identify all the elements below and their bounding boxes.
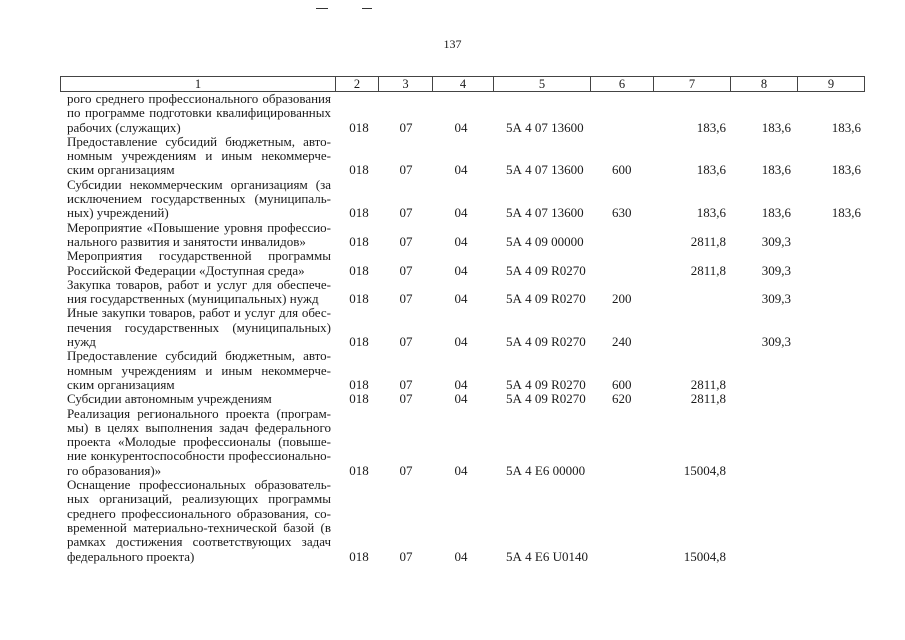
cell-col-7: 183,6: [696, 119, 726, 135]
cell-col-2: 018: [349, 462, 369, 478]
cell-col-7: 183,6: [696, 205, 726, 221]
description-line: ных организаций, реализующих программы: [67, 491, 331, 507]
table-row: [0, 249, 905, 278]
description-line: Предоставление субсидий бюджетным, авто-: [67, 133, 331, 149]
cell-col-6: 200: [612, 291, 632, 307]
cell-col-7: 183,6: [696, 162, 726, 178]
row-description: [67, 407, 331, 478]
cell-col-9: 183,6: [831, 162, 861, 178]
table-row: [0, 306, 905, 349]
cell-col-8: 183,6: [761, 205, 791, 221]
cell-col-8: 309,3: [761, 291, 791, 307]
row-description: [67, 249, 331, 278]
cell-col-3: 07: [399, 262, 413, 278]
table-row: [0, 407, 905, 478]
table-row: [0, 478, 905, 564]
cell-col-4: 04: [454, 233, 468, 249]
cell-col-6: 600: [612, 162, 632, 178]
cell-col-2: 018: [349, 205, 369, 221]
cell-col-2: 018: [349, 233, 369, 249]
row-description: [67, 306, 331, 349]
cell-col-8: 309,3: [761, 262, 791, 278]
description-line: номным учреждениям и иным некоммерче-: [67, 362, 331, 378]
cell-col-5: 5А 4 09 R0270: [506, 262, 586, 278]
row-description: [67, 349, 331, 392]
cell-col-9: 183,6: [831, 205, 861, 221]
cell-col-7: 15004,8: [683, 548, 726, 564]
cell-col-5: 5А 4 07 13600: [506, 162, 584, 178]
description-line: Иные закупки товаров, работ и услуг для обес-: [67, 305, 331, 321]
cell-col-2: 018: [349, 291, 369, 307]
description-line: рамках достижения соответствующих задач: [67, 534, 331, 550]
cell-col-8: 183,6: [761, 162, 791, 178]
description-line: номным учреждениям и иным некоммерче-: [67, 148, 331, 164]
description-line: исключением государственных (муниципаль-: [67, 191, 331, 207]
description-line: по программе подготовки квалифицированных: [67, 105, 331, 121]
header-col-2: 2: [336, 77, 379, 91]
cell-col-4: 04: [454, 334, 468, 350]
cell-col-3: 07: [399, 233, 413, 249]
scan-mark: [316, 8, 328, 9]
cell-col-2: 018: [349, 119, 369, 135]
description-line: Закупка товаров, работ и услуг для обеспече-: [67, 276, 331, 292]
description-line: рого среднего профессионального образования: [67, 91, 331, 106]
table-row: [0, 349, 905, 392]
cell-col-4: 04: [454, 162, 468, 178]
description-line: нужд: [67, 334, 96, 350]
cell-col-5: 5А 4 09 R0270: [506, 391, 586, 407]
cell-col-7: 2811,8: [690, 262, 726, 278]
header-col-7: 7: [654, 77, 731, 91]
description-line: ским организациям: [67, 162, 175, 178]
table-row: [0, 92, 905, 135]
cell-col-8: 183,6: [761, 119, 791, 135]
cell-col-3: 07: [399, 548, 413, 564]
cell-col-8: 309,3: [761, 334, 791, 350]
scan-mark: [362, 8, 372, 9]
description-line: Субсидии автономным учреждениям: [67, 391, 272, 407]
cell-col-2: 018: [349, 376, 369, 392]
cell-col-2: 018: [349, 262, 369, 278]
description-line: Мероприятия государственной программы: [67, 248, 331, 264]
header-col-6: 6: [591, 77, 654, 91]
cell-col-3: 07: [399, 119, 413, 135]
table-header: [60, 76, 865, 92]
row-description: [67, 478, 331, 564]
cell-col-6: 600: [612, 376, 632, 392]
cell-col-5: 5А 4 Е6 00000: [506, 462, 586, 478]
table-row: [0, 135, 905, 178]
cell-col-3: 07: [399, 391, 413, 407]
cell-col-3: 07: [399, 462, 413, 478]
description-line: федерального проекта): [67, 548, 195, 564]
row-description: [67, 178, 331, 221]
cell-col-4: 04: [454, 391, 468, 407]
cell-col-5: 5А 4 09 R0270: [506, 334, 586, 350]
table-row: [0, 278, 905, 307]
row-description: [67, 278, 331, 307]
description-line: ние конкурентоспособности профессионально-: [67, 448, 331, 464]
description-line: рабочих (служащих): [67, 119, 181, 135]
cell-col-4: 04: [454, 205, 468, 221]
cell-col-4: 04: [454, 291, 468, 307]
cell-col-2: 018: [349, 548, 369, 564]
cell-col-5: 5А 4 09 R0270: [506, 291, 586, 307]
cell-col-5: 5А 4 07 13600: [506, 119, 584, 135]
header-col-5: 5: [494, 77, 591, 91]
description-line: проекта «Молодые профессионалы (повыше-: [67, 434, 331, 450]
table-row: [0, 178, 905, 221]
description-line: Реализация регионального проекта (програм-: [67, 405, 331, 421]
cell-col-4: 04: [454, 376, 468, 392]
cell-col-2: 018: [349, 162, 369, 178]
description-line: ским организациям: [67, 376, 175, 392]
cell-col-5: 5А 4 07 13600: [506, 205, 584, 221]
row-description: [67, 135, 331, 178]
cell-col-4: 04: [454, 548, 468, 564]
cell-col-9: 183,6: [831, 119, 861, 135]
cell-col-4: 04: [454, 262, 468, 278]
description-line: временной материально-технической базой (в: [67, 519, 331, 535]
description-line: Субсидии некоммерческим организациям (за: [67, 176, 331, 192]
description-line: го образования)»: [67, 462, 162, 478]
cell-col-6: 620: [612, 391, 632, 407]
cell-col-4: 04: [454, 462, 468, 478]
cell-col-3: 07: [399, 334, 413, 350]
header-col-1: 1: [61, 77, 336, 91]
row-description: [67, 92, 331, 135]
header-col-9: 9: [827, 77, 835, 91]
cell-col-7: 2811,8: [690, 376, 726, 392]
description-line: Мероприятие «Повышение уровня профессио-: [67, 219, 331, 235]
cell-col-2: 018: [349, 391, 369, 407]
cell-col-4: 04: [454, 119, 468, 135]
row-description: [67, 392, 331, 406]
cell-col-8: 309,3: [761, 233, 791, 249]
cell-col-7: 15004,8: [683, 462, 726, 478]
cell-col-3: 07: [399, 291, 413, 307]
table-row: [0, 221, 905, 250]
cell-col-2: 018: [349, 334, 369, 350]
table-row: [0, 392, 905, 406]
cell-col-3: 07: [399, 205, 413, 221]
cell-col-5: 5А 4 09 R0270: [506, 376, 586, 392]
cell-col-7: 2811,8: [690, 233, 726, 249]
table-body: [0, 92, 905, 564]
description-line: Предоставление субсидий бюджетным, авто-: [67, 348, 331, 364]
description-line: мы) в целях выполнения задач федерального: [67, 419, 331, 435]
page-number: 137: [443, 37, 462, 51]
description-line: Оснащение профессиональных образователь-: [67, 477, 331, 493]
description-line: Российской Федерации «Доступная среда»: [67, 262, 305, 278]
cell-col-6: 630: [612, 205, 632, 221]
description-line: ния государственных (муниципальных) нужд: [67, 291, 319, 307]
description-line: печения государственных (муниципальных): [67, 319, 331, 335]
cell-col-5: 5А 4 Е6 U0140: [506, 548, 588, 564]
cell-col-3: 07: [399, 162, 413, 178]
description-line: нального развития и занятости инвалидов»: [67, 233, 306, 249]
row-description: [67, 221, 331, 250]
cell-col-3: 07: [399, 376, 413, 392]
cell-col-7: 2811,8: [690, 391, 726, 407]
header-col-3: 3: [379, 77, 433, 91]
header-col-8: 8: [731, 77, 798, 91]
description-line: ных) учреждений): [67, 205, 169, 221]
description-line: среднего профессионального образования, со-: [67, 505, 331, 521]
cell-col-6: 240: [612, 334, 632, 350]
header-col-4: 4: [433, 77, 494, 91]
cell-col-5: 5А 4 09 00000: [506, 233, 584, 249]
